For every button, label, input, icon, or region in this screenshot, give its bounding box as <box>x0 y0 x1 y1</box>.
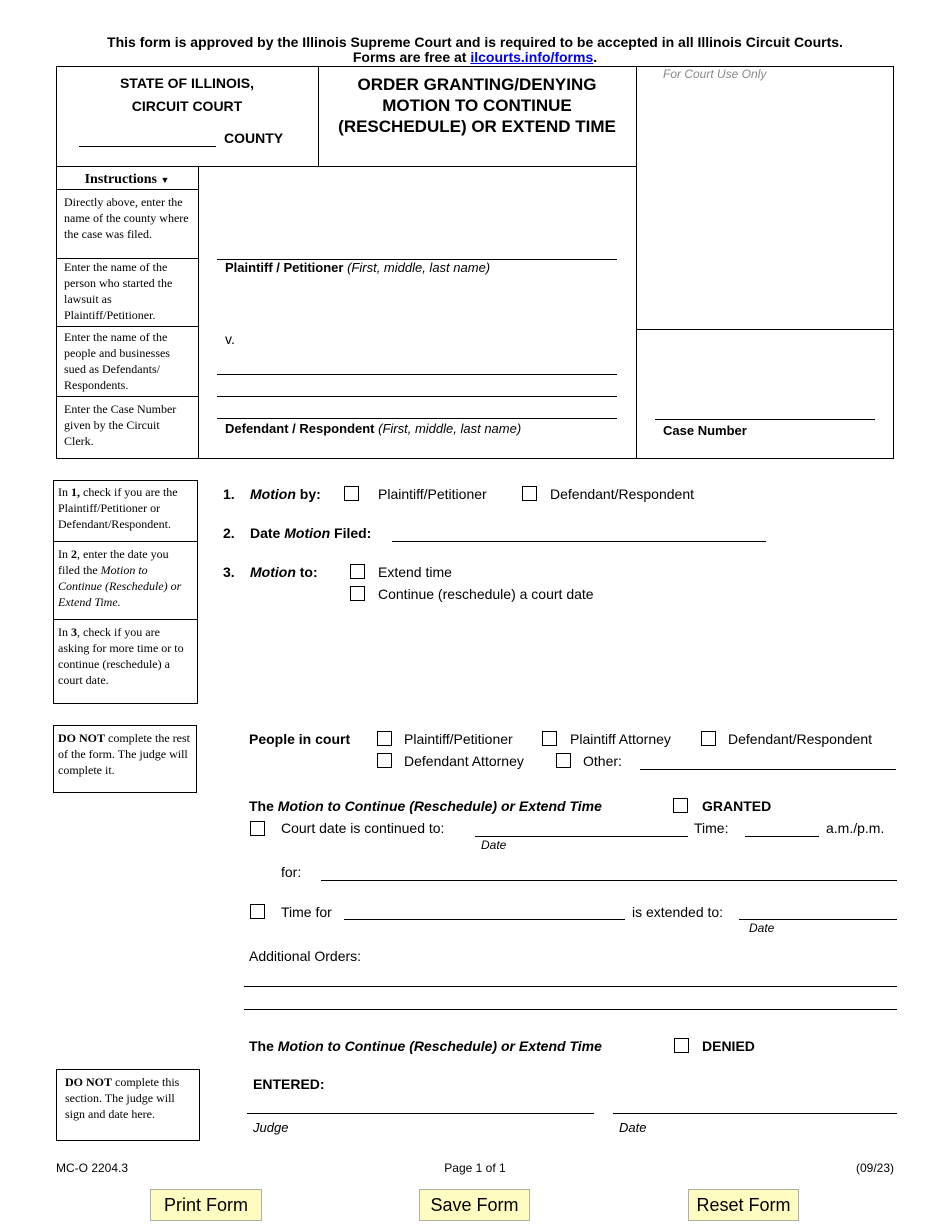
ilcourts-link[interactable]: ilcourts.info/forms <box>470 49 594 65</box>
form-title: ORDER GRANTING/DENYING MOTION TO CONTINUE (RESCHEDULE) OR EXTEND TIME <box>338 75 616 136</box>
motion-by-defendant-checkbox[interactable] <box>522 486 537 501</box>
state-label: STATE OF ILLINOIS, <box>119 75 255 91</box>
note2-italic: Motion to Continue (Reschedule) or Extend Time. <box>58 563 182 609</box>
denied-label: DENIED <box>702 1038 755 1054</box>
people-plaintiff-attorney-label: Plaintiff Attorney <box>570 731 671 747</box>
continued-date-hint: Date <box>481 838 507 852</box>
note1-rest: check if you are the Plaintiff/Petitioner or Defendant/Respondent. <box>58 485 178 531</box>
caption-divider <box>636 329 894 330</box>
people-defendant-attorney-checkbox[interactable] <box>377 753 392 768</box>
motion-by-italic: Motion <box>250 486 296 502</box>
motion-by-plaintiff-label: Plaintiff/Petitioner <box>378 486 487 502</box>
for-input[interactable] <box>321 880 897 881</box>
granted-motion-italic: Motion to Continue (Reschedule) or Extend Time <box>277 798 602 814</box>
motion-by-label <box>250 486 321 502</box>
dnc1-bold: DO NOT <box>58 731 106 745</box>
plaintiff-hint: (First, middle, last name) <box>347 260 491 275</box>
people-defendant-label: Defendant/Respondent <box>728 731 872 747</box>
note2-pre: In <box>58 547 68 561</box>
note1-pre: In <box>58 485 68 499</box>
state-court-label <box>56 72 318 118</box>
item-number-1: 1. <box>223 486 235 502</box>
case-number-input[interactable] <box>655 419 875 420</box>
instr-divider <box>56 189 198 190</box>
extend-time-label: Extend time <box>378 564 452 580</box>
reset-form-button[interactable]: Reset Form <box>688 1189 799 1221</box>
side-divider <box>53 619 198 620</box>
continue-date-checkbox[interactable] <box>350 586 365 601</box>
judge-signature-input[interactable] <box>247 1113 594 1114</box>
extended-date-hint: Date <box>749 921 775 935</box>
instr-divider <box>56 396 198 397</box>
entered-date-hint: Date <box>619 1120 647 1135</box>
instructions-header <box>56 172 198 188</box>
judge-hint: Judge <box>253 1120 289 1135</box>
caption-divider <box>318 66 319 166</box>
caption-divider <box>198 166 199 459</box>
approval-text: This form is approved by the Illinois Supreme Court and is required to be accepted in all Illinois Circuit Courts. <box>107 34 843 50</box>
ampm-label: a.m./p.m. <box>826 820 885 836</box>
denied-motion-italic: Motion to Continue (Reschedule) or Extend Time <box>277 1038 602 1054</box>
date-filed-label <box>250 525 371 541</box>
entered-date-input[interactable] <box>613 1113 897 1114</box>
court-date-continued-label: Court date is continued to: <box>281 820 445 836</box>
motion-by-defendant-label: Defendant/Respondent <box>550 486 694 502</box>
motion-by-plaintiff-checkbox[interactable] <box>344 486 359 501</box>
people-other-input[interactable] <box>640 769 896 770</box>
motion-by-rest: by: <box>299 486 321 502</box>
case-number-label: Case Number <box>663 423 747 438</box>
dnc2-bold: DO NOT <box>65 1075 113 1089</box>
defendant-name-input-3[interactable] <box>217 418 617 419</box>
time-extended-checkbox[interactable] <box>250 904 265 919</box>
note-item-1 <box>53 482 198 534</box>
save-form-button[interactable]: Save Form <box>419 1189 530 1221</box>
circuit-court-label: CIRCUIT COURT <box>131 98 243 114</box>
defendant-name-input-1[interactable] <box>217 374 617 375</box>
instructions-label: Instructions <box>84 172 157 187</box>
form-version: (09/23) <box>855 1161 894 1175</box>
defendant-name-input-2[interactable] <box>217 396 617 397</box>
granted-label: GRANTED <box>702 798 772 814</box>
court-use-label: For Court Use Only <box>663 67 767 81</box>
entered-label: ENTERED: <box>253 1076 325 1092</box>
note2-mid: , enter the date you filed the <box>58 547 169 577</box>
form-number: MC-O 2204.3 <box>56 1161 129 1175</box>
triangle-down-icon: ▼ <box>160 175 170 185</box>
side-divider <box>53 541 198 542</box>
denied-heading <box>249 1038 602 1054</box>
people-plaintiff-checkbox[interactable] <box>377 731 392 746</box>
time-for-label: Time for <box>281 904 332 920</box>
date-filed-post: Filed: <box>334 525 372 541</box>
instruction-plaintiff: Enter the name of the person who started the lawsuit as Plaintiff/Petitioner. <box>64 260 173 322</box>
people-other-checkbox[interactable] <box>556 753 571 768</box>
people-other-label: Other: <box>583 753 622 769</box>
people-defendant-checkbox[interactable] <box>701 731 716 746</box>
note3-bold: 3 <box>71 625 77 639</box>
county-label: COUNTY <box>224 130 284 146</box>
motion-to-rest: to: <box>299 564 318 580</box>
instruction-case-number: Enter the Case Number given by the Circuit Clerk. <box>64 402 177 448</box>
denied-checkbox[interactable] <box>674 1038 689 1053</box>
granted-checkbox[interactable] <box>673 798 688 813</box>
motion-to-italic: Motion <box>250 564 296 580</box>
granted-the: The <box>249 798 274 814</box>
note1-bold: 1, <box>71 485 80 499</box>
item-number-3: 3. <box>223 564 235 580</box>
continue-date-label: Continue (reschedule) a court date <box>378 586 594 602</box>
extend-time-checkbox[interactable] <box>350 564 365 579</box>
link-suffix: . <box>593 49 598 65</box>
instruction-defendant: Enter the name of the people and businesses sued as Defendants/ Respondents. <box>64 330 170 392</box>
date-filed-pre: Date <box>250 525 281 541</box>
additional-orders-input-2[interactable] <box>244 1009 897 1010</box>
note3-pre: In <box>58 625 68 639</box>
note2-bold: 2 <box>71 547 77 561</box>
time-for-input[interactable] <box>344 919 625 920</box>
forms-free-text: Forms are free at <box>352 49 467 65</box>
do-not-complete-note-2 <box>60 1072 200 1124</box>
people-plaintiff-label: Plaintiff/Petitioner <box>404 731 513 747</box>
county-input[interactable] <box>79 146 216 147</box>
for-label: for: <box>281 864 302 880</box>
court-date-continued-checkbox[interactable] <box>250 821 265 836</box>
caption-divider <box>636 66 637 459</box>
date-filed-input[interactable] <box>392 541 766 542</box>
note3-rest: , check if you are asking for more time or to continue (reschedule) a court date. <box>58 625 184 687</box>
item-number-2: 2. <box>223 525 235 541</box>
do-not-complete-note-1 <box>53 728 197 780</box>
print-form-button[interactable]: Print Form <box>150 1189 262 1221</box>
additional-orders-label: Additional Orders: <box>249 948 362 964</box>
dnc1-rest: complete the rest of the form. The judge will complete it. <box>58 731 190 777</box>
people-in-court-label: People in court <box>249 731 351 747</box>
defendant-hint: (First, middle, last name) <box>378 421 522 436</box>
note-item-3 <box>53 622 198 690</box>
instruction-county: Directly above, enter the name of the county where the case was filed. <box>64 195 189 241</box>
caption-divider <box>56 166 637 167</box>
plaintiff-label-text: Plaintiff / Petitioner <box>225 260 344 275</box>
defendant-label-text: Defendant / Respondent <box>225 421 375 436</box>
defendant-label <box>225 421 521 436</box>
date-filed-italic: Motion <box>284 525 331 541</box>
plaintiff-label <box>225 260 490 275</box>
people-plaintiff-attorney-checkbox[interactable] <box>542 731 557 746</box>
continued-time-input[interactable] <box>745 836 819 837</box>
granted-heading <box>249 798 602 814</box>
additional-orders-input-1[interactable] <box>244 986 897 987</box>
time-label: Time: <box>694 820 729 836</box>
continued-date-input[interactable] <box>475 836 688 837</box>
dnc2-rest: complete this section. The judge will sign and date here. <box>65 1075 180 1121</box>
motion-to-label <box>250 564 318 580</box>
forms-free-line <box>0 49 950 65</box>
people-defendant-attorney-label: Defendant Attorney <box>404 753 524 769</box>
versus-label: v. <box>225 331 235 347</box>
note-item-2 <box>53 544 198 612</box>
page-indicator: Page 1 of 1 <box>444 1161 506 1175</box>
extended-to-date-input[interactable] <box>739 919 897 920</box>
extended-to-label: is extended to: <box>632 904 724 920</box>
denied-the: The <box>249 1038 274 1054</box>
